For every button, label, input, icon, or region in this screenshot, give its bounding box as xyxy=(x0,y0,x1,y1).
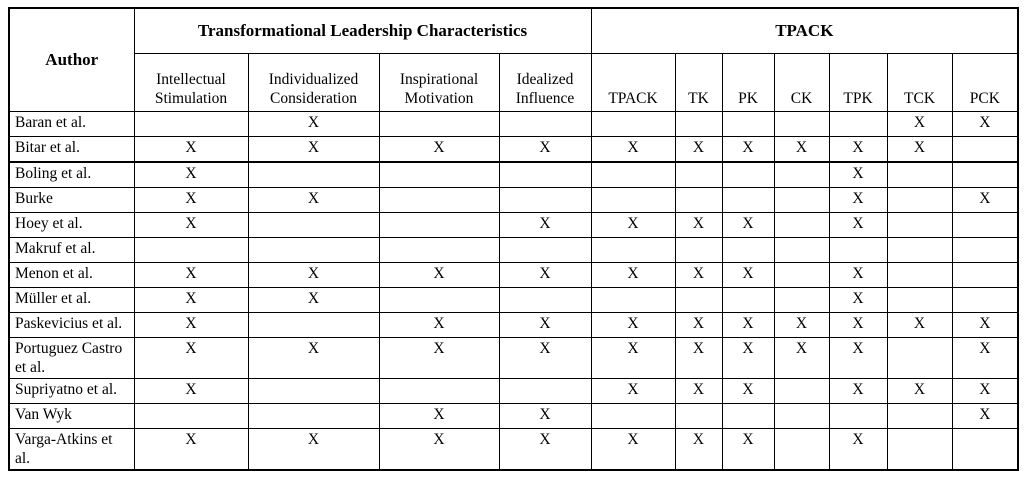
empty-cell xyxy=(248,162,379,188)
mark-cell: X xyxy=(134,188,248,213)
empty-cell xyxy=(675,162,722,188)
empty-cell xyxy=(887,263,952,288)
table-row xyxy=(9,213,1018,238)
empty-cell xyxy=(248,404,379,429)
mark-cell: X xyxy=(134,379,248,404)
mark-cell: X xyxy=(722,338,774,379)
empty-cell xyxy=(248,379,379,404)
mark-cell: X xyxy=(499,338,591,379)
mark-cell: X xyxy=(829,263,887,288)
empty-cell xyxy=(774,379,829,404)
mark-cell: X xyxy=(499,404,591,429)
empty-cell xyxy=(722,188,774,213)
mark-cell: X xyxy=(952,404,1018,429)
column-header-tk: TK xyxy=(675,54,722,112)
empty-cell xyxy=(499,379,591,404)
empty-cell xyxy=(248,213,379,238)
mark-cell: X xyxy=(829,188,887,213)
mark-cell: X xyxy=(379,263,499,288)
empty-cell xyxy=(887,338,952,379)
column-header-idealized-influence: Idealized Influence xyxy=(499,54,591,112)
empty-cell xyxy=(952,288,1018,313)
mark-cell: X xyxy=(887,379,952,404)
empty-cell xyxy=(887,238,952,263)
empty-cell xyxy=(499,288,591,313)
empty-cell xyxy=(774,162,829,188)
empty-cell xyxy=(952,162,1018,188)
empty-cell xyxy=(591,238,675,263)
column-header-inspirational-motivation: Inspirational Motivation xyxy=(379,54,499,112)
mark-cell: X xyxy=(887,137,952,163)
empty-cell xyxy=(248,313,379,338)
author-cell: Baran et al. xyxy=(9,112,134,137)
empty-cell xyxy=(379,112,499,137)
empty-cell xyxy=(774,238,829,263)
empty-cell xyxy=(379,288,499,313)
mark-cell: X xyxy=(248,288,379,313)
table-row xyxy=(9,263,1018,288)
mark-cell: X xyxy=(722,429,774,471)
author-cell: Bitar et al. xyxy=(9,137,134,163)
author-cell: Paskevicius et al. xyxy=(9,313,134,338)
empty-cell xyxy=(722,288,774,313)
table-row xyxy=(9,379,1018,404)
mark-cell: X xyxy=(952,338,1018,379)
mark-cell: X xyxy=(675,338,722,379)
mark-cell: X xyxy=(952,313,1018,338)
empty-cell xyxy=(952,238,1018,263)
empty-cell xyxy=(591,162,675,188)
mark-cell: X xyxy=(134,288,248,313)
author-cell: Portuguez Castro et al. xyxy=(9,338,134,379)
empty-cell xyxy=(134,112,248,137)
author-cell: Müller et al. xyxy=(9,288,134,313)
empty-cell xyxy=(379,238,499,263)
mark-cell: X xyxy=(675,213,722,238)
mark-cell: X xyxy=(499,213,591,238)
empty-cell xyxy=(499,238,591,263)
empty-cell xyxy=(379,379,499,404)
empty-cell xyxy=(499,162,591,188)
column-header-tpk: TPK xyxy=(829,54,887,112)
mark-cell: X xyxy=(774,338,829,379)
mark-cell: X xyxy=(774,313,829,338)
empty-cell xyxy=(675,288,722,313)
empty-cell xyxy=(952,213,1018,238)
mark-cell: X xyxy=(591,429,675,471)
empty-cell xyxy=(774,112,829,137)
table-row xyxy=(9,313,1018,338)
table-row xyxy=(9,238,1018,263)
empty-cell xyxy=(829,112,887,137)
mark-cell: X xyxy=(134,213,248,238)
mark-cell: X xyxy=(379,338,499,379)
literature-review-table xyxy=(8,7,1019,471)
mark-cell: X xyxy=(379,429,499,471)
author-cell: Burke xyxy=(9,188,134,213)
table-row xyxy=(9,162,1018,188)
empty-cell xyxy=(591,288,675,313)
mark-cell: X xyxy=(829,288,887,313)
mark-cell: X xyxy=(134,313,248,338)
empty-cell xyxy=(675,238,722,263)
empty-cell xyxy=(591,404,675,429)
mark-cell: X xyxy=(829,429,887,471)
mark-cell: X xyxy=(887,313,952,338)
group-header-row xyxy=(9,8,1018,54)
sub-header-row xyxy=(9,54,1018,112)
author-cell: Hoey et al. xyxy=(9,213,134,238)
empty-cell xyxy=(887,188,952,213)
empty-cell xyxy=(499,112,591,137)
mark-cell: X xyxy=(829,313,887,338)
mark-cell: X xyxy=(591,213,675,238)
mark-cell: X xyxy=(829,338,887,379)
empty-cell xyxy=(379,162,499,188)
empty-cell xyxy=(499,188,591,213)
mark-cell: X xyxy=(499,137,591,163)
table-header xyxy=(9,8,1018,112)
column-header-tpack: TPACK xyxy=(591,54,675,112)
mark-cell: X xyxy=(952,112,1018,137)
mark-cell: X xyxy=(722,137,774,163)
column-header-ck: CK xyxy=(774,54,829,112)
table-row xyxy=(9,188,1018,213)
mark-cell: X xyxy=(722,379,774,404)
mark-cell: X xyxy=(134,429,248,471)
empty-cell xyxy=(887,162,952,188)
mark-cell: X xyxy=(952,188,1018,213)
mark-cell: X xyxy=(591,137,675,163)
empty-cell xyxy=(887,213,952,238)
empty-cell xyxy=(248,238,379,263)
mark-cell: X xyxy=(675,313,722,338)
mark-cell: X xyxy=(591,263,675,288)
empty-cell xyxy=(722,162,774,188)
empty-cell xyxy=(675,112,722,137)
column-header-intellectual-stimulation: Intellectual Stimulation xyxy=(134,54,248,112)
mark-cell: X xyxy=(499,263,591,288)
author-cell: Van Wyk xyxy=(9,404,134,429)
empty-cell xyxy=(774,263,829,288)
group-header-tpack: TPACK xyxy=(591,8,1018,54)
table-row xyxy=(9,137,1018,163)
mark-cell: X xyxy=(722,263,774,288)
empty-cell xyxy=(829,238,887,263)
empty-cell xyxy=(774,288,829,313)
empty-cell xyxy=(774,188,829,213)
mark-cell: X xyxy=(379,137,499,163)
mark-cell: X xyxy=(134,137,248,163)
mark-cell: X xyxy=(248,188,379,213)
mark-cell: X xyxy=(722,213,774,238)
mark-cell: X xyxy=(675,379,722,404)
mark-cell: X xyxy=(248,112,379,137)
empty-cell xyxy=(774,429,829,471)
empty-cell xyxy=(591,112,675,137)
empty-cell xyxy=(379,188,499,213)
mark-cell: X xyxy=(887,112,952,137)
empty-cell xyxy=(675,404,722,429)
empty-cell xyxy=(134,404,248,429)
mark-cell: X xyxy=(248,263,379,288)
empty-cell xyxy=(379,213,499,238)
table-body xyxy=(9,112,1018,471)
mark-cell: X xyxy=(675,137,722,163)
table-row xyxy=(9,288,1018,313)
empty-cell xyxy=(887,288,952,313)
mark-cell: X xyxy=(591,379,675,404)
empty-cell xyxy=(952,429,1018,471)
author-cell: Makruf et al. xyxy=(9,238,134,263)
mark-cell: X xyxy=(675,263,722,288)
empty-cell xyxy=(952,137,1018,163)
mark-cell: X xyxy=(499,313,591,338)
empty-cell xyxy=(952,263,1018,288)
mark-cell: X xyxy=(675,429,722,471)
table-row xyxy=(9,404,1018,429)
mark-cell: X xyxy=(248,338,379,379)
mark-cell: X xyxy=(952,379,1018,404)
column-header-pk: PK xyxy=(722,54,774,112)
column-header-pck: PCK xyxy=(952,54,1018,112)
empty-cell xyxy=(774,404,829,429)
author-cell: Boling et al. xyxy=(9,162,134,188)
mark-cell: X xyxy=(379,404,499,429)
author-cell: Menon et al. xyxy=(9,263,134,288)
mark-cell: X xyxy=(134,263,248,288)
mark-cell: X xyxy=(499,429,591,471)
mark-cell: X xyxy=(248,429,379,471)
empty-cell xyxy=(591,188,675,213)
mark-cell: X xyxy=(379,313,499,338)
empty-cell xyxy=(722,404,774,429)
mark-cell: X xyxy=(722,313,774,338)
author-column-header: Author xyxy=(9,8,134,112)
mark-cell: X xyxy=(134,338,248,379)
mark-cell: X xyxy=(829,379,887,404)
column-header-individualized-consideration: Individualized Consideration xyxy=(248,54,379,112)
mark-cell: X xyxy=(591,313,675,338)
empty-cell xyxy=(134,238,248,263)
empty-cell xyxy=(887,404,952,429)
table-row xyxy=(9,112,1018,137)
mark-cell: X xyxy=(829,137,887,163)
mark-cell: X xyxy=(248,137,379,163)
column-header-tck: TCK xyxy=(887,54,952,112)
table-row xyxy=(9,429,1018,471)
author-cell: Supriyatno et al. xyxy=(9,379,134,404)
mark-cell: X xyxy=(829,162,887,188)
empty-cell xyxy=(722,112,774,137)
empty-cell xyxy=(675,188,722,213)
mark-cell: X xyxy=(134,162,248,188)
empty-cell xyxy=(829,404,887,429)
group-header-transformational-leadership: Transformational Leadership Characteristics xyxy=(134,8,591,54)
empty-cell xyxy=(887,429,952,471)
mark-cell: X xyxy=(829,213,887,238)
mark-cell: X xyxy=(591,338,675,379)
empty-cell xyxy=(722,238,774,263)
author-cell: Varga-Atkins et al. xyxy=(9,429,134,471)
empty-cell xyxy=(774,213,829,238)
table-row xyxy=(9,338,1018,379)
mark-cell: X xyxy=(774,137,829,163)
